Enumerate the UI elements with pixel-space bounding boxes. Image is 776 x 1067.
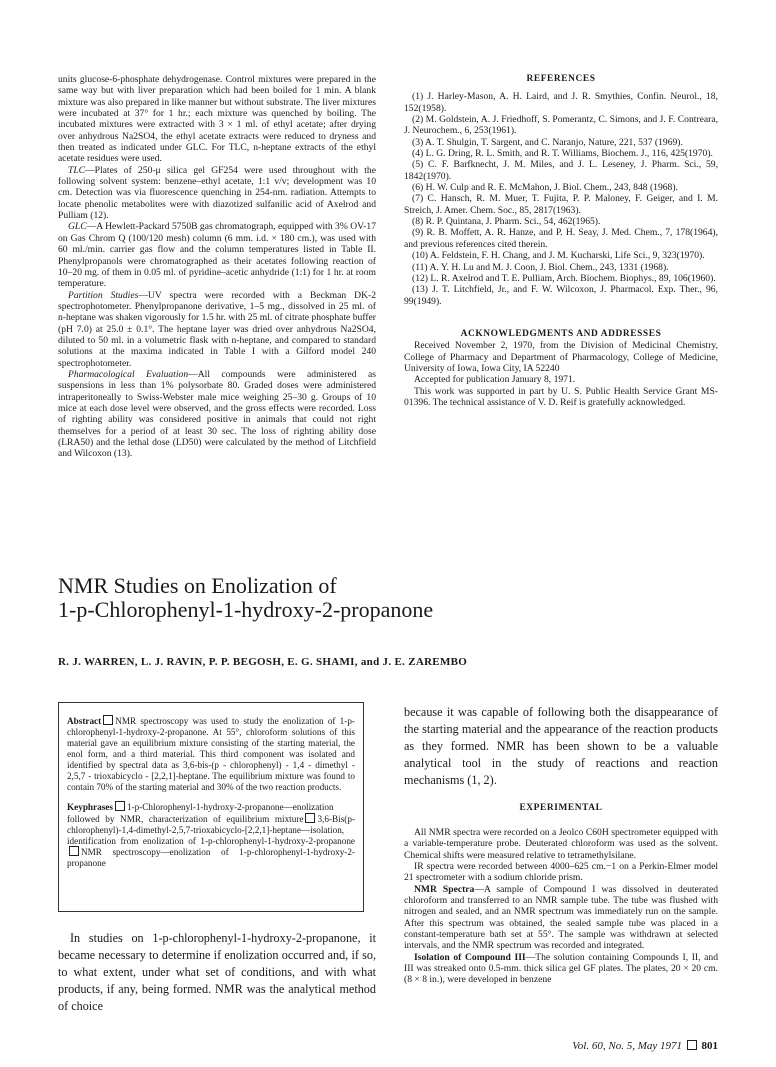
subheading-tlc: TLC (68, 164, 86, 176)
box-icon (687, 1040, 697, 1050)
title-line-1: NMR Studies on Enolization of (58, 573, 337, 598)
subheading-pharmacology: Pharmacological Evaluation (68, 368, 189, 380)
box-icon (69, 846, 79, 856)
keyphrase-1: 1-p-Chlorophenyl-1-hydroxy-2-propanone—enolization followed by NMR, characterization of equilibrium mixture (67, 801, 334, 824)
subheading-nmr: NMR Spectra (414, 883, 475, 895)
support-note: This work was supported in part by U. S. Public Health Service Grant MS-01396. The technical assistance of V. D. Reif is gratefully acknowledged. (404, 385, 718, 408)
box-icon (305, 813, 315, 823)
reference-item: (9) R. B. Moffett, A. R. Hanze, and P. H. Seay, J. Med. Chem., 7, 178(1964), and previous references cited therein. (404, 227, 718, 250)
reference-item: (5) C. F. Barfknecht, J. M. Miles, and J. L. Leseney, J. Pharm. Sci., 59, 1842(1970). (404, 159, 718, 182)
paragraph-isolation (404, 952, 718, 986)
paragraph-partition (58, 290, 376, 369)
subheading-glc: GLC (68, 221, 87, 233)
subheading-partition: Partition Studies (68, 289, 139, 301)
tlc-text: —Plates of 250-μ silica gel GF254 were used throughout with the following solvent system: benzene–ethyl acetate, 1:1 v/v; development was 10 cm. Detection was via fluorescence quenching in 254-nm. radiation. Attempts to locate phenolic metabolites were with diazotized sulfanilic acid of Axelrod and Pulliam (12). (58, 164, 376, 222)
experimental-heading: EXPERIMENTAL (519, 803, 603, 813)
acknowledgments-heading: ACKNOWLEDGMENTS AND ADDRESSES (460, 328, 662, 339)
journal-info: Vol. 60, No. 5, May 1971 (572, 1040, 682, 1052)
reference-item: (10) A. Feldstein, F. H. Chang, and J. M. Kucharski, Life Sci., 9, 323(1970). (412, 250, 705, 262)
paragraph: IR spectra were recorded between 4000–625 cm.−1 on a Perkin-Elmer model 21 spectrometer with a sodium chloride prism. (404, 861, 718, 884)
reference-item: (11) A. Y. H. Lu and M. J. Coon, J. Biol. Chem., 243, 1331 (1968). (412, 261, 669, 273)
abstract-box (58, 702, 364, 912)
paragraph-tlc (58, 165, 376, 222)
subheading-isolation: Isolation of Compound III (414, 951, 526, 963)
glc-text: —A Hewlett-Packard 5750B gas chromatograph, equipped with 3% OV-17 on Gas Chrom Q (100/120 mesh) column (6 mm. i.d. × 180 cm.), was used with 60 ml./min. carrier gas flow and the column temperatures listed in Table II. Phenylpropanols were chromatographed as their acetates following reaction of 10–20 mg. of them in 0.05 ml. of pyridine–acetic anhydride (1:1) for 1 hr. at room temperature. (58, 221, 376, 290)
intro-paragraph: In studies on 1-p-chlorophenyl-1-hydroxy-2-propanone, it became necessary to determine if enolization occurred and, if so, to what extent, under what set of conditions, and with what products, if any, being formed. NMR was the analytical method of choice (58, 931, 376, 1013)
references-list (404, 91, 718, 307)
acknowledgments-section (404, 329, 718, 408)
paragraph-glc (58, 221, 376, 289)
accepted-note: Accepted for publication January 8, 1971. (414, 374, 576, 386)
title-line-2: 1-p-Chlorophenyl-1-hydroxy-2-propanone (58, 597, 434, 622)
received-note: Received November 2, 1970, from the Division of Medicinal Chemistry, College of Pharmacy and Department of Pharmacology, College of Medicine, University of Iowa, Iowa City, IA 52240 (404, 340, 718, 374)
reference-item: (13) J. T. Litchfield, Jr., and F. W. Wilcoxon, J. Pharmacol. Exp. Ther., 96, 99(1949). (404, 284, 718, 307)
isolation-text: —The solution containing Compounds I, II, and III was streaked onto 0.5-mm. thick silica gel GF plates. The plates, 20 × 20 cm. (8 × 8 in.), were developed in benzene (404, 951, 718, 986)
reference-item: (8) R. P. Quintana, J. Pharm. Sci., 54, 462(1965). (412, 216, 601, 228)
right-lower-column (404, 704, 718, 986)
authors: R. J. WARREN, L. J. RAVIN, P. P. BEGOSH, E. G. SHAMI, and J. E. ZAREMBO (58, 656, 468, 668)
abstract (67, 715, 355, 793)
page-number: 801 (701, 1040, 718, 1052)
reference-item: (7) C. Hansch, R. M. Muer, T. Fujita, P. P. Maloney, F. Geiger, and I. M. Streich, J. Amer. Chem. Soc., 85, 2817(1963). (404, 193, 718, 216)
reference-item: (2) M. Goldstein, A. J. Friedhoff, S. Pomerantz, C. Simons, and J. F. Contreara, J. Neurochem., 6, 253(1961). (404, 114, 718, 137)
experimental-text (404, 827, 718, 986)
nmr-text: —A sample of Compound I was dissolved in deuterated chloroform and transferred to an NMR sample tube. The tube was flushed with nitrogen and sealed, and an NMR spectrum was immediately run on the sample. After this spectrum was obtained, the sealed sample tube was placed in a constant-temperature bath set at 55°. The sample was withdrawn at selected intervals, and the NMR spectrum was recorded and integrated. (404, 883, 718, 952)
paragraph-pharmacology (58, 369, 376, 460)
abstract-label: Abstract (67, 716, 102, 726)
partition-text: —UV spectra were recorded with a Beckman DK-2 spectrophotometer. Phenylpropanone derivative, 1–5 mg., dissolved in 25 ml. of n-heptane was shaken vigorously for 1.5 hr. with 25 ml. of citrate phosphate buffer (pH 7.0) at 25.0 ± 0.1°. The heptane layer was dried over anhydrous Na2SO4, diluted to 50 ml. in a volumetric flask with n-heptane, and compared to standard solutions at the maxima indicated in Table I with a Gilford model 240 spectrophotometer. (58, 289, 376, 369)
paragraph: All NMR spectra were recorded on a Jeolco C60H spectrometer equipped with a variable-temperature probe. Deuterated chloroform was used as the solvent. Chemical shifts were measured relative to tetramethylsilane. (404, 827, 718, 861)
article-title (58, 574, 718, 622)
keyphrase-2: 3,6-Bis(p-chlorophenyl)-1,4-dimethyl-2,5,7-trioxabicyclo-[2,2,1]-heptane—isolation, identification from enolization of 1-p-chlorophenyl-1-hydroxy-2-propanone (67, 813, 355, 846)
left-column (58, 74, 376, 460)
paragraph: units glucose-6-phosphate dehydrogenase. Control mixtures were prepared in the same way but with liver preparation which had been boiled for 1 min. A blank mixture was also prepared in like manner but without substrate. The liver mixtures were incubated at 37° for 1 hr.; each mixture was quenched by boiling. The incubated mixtures were extracted with 3 × 1 ml. of ethyl acetate; after drying over anhydrous Na2SO4, the ethyl acetate extracts were reduced to dryness and then treated as indicated under GLC. For TLC, n-heptane extracts of the ethyl acetate residues were used. (58, 74, 376, 165)
references-heading: REFERENCES (526, 74, 596, 84)
reference-item: (12) L. R. Axelrod and T. E. Pulliam, Arch. Biochem. Biophys., 89, 106(1960). (412, 272, 716, 284)
reference-item: (6) H. W. Culp and R. E. McMahon, J. Biol. Chem., 243, 848 (1968). (412, 182, 678, 194)
right-column (404, 74, 718, 408)
reference-item: (3) A. T. Shulgin, T. Sargent, and C. Naranjo, Nature, 221, 537 (1969). (412, 136, 683, 148)
reference-item: (1) J. Harley-Mason, A. H. Laird, and J. R. Smythies, Confin. Neurol., 18, 152(1958). (404, 91, 718, 114)
keyphrase-3: NMR spectroscopy—enolization of 1-p-chlorophenyl-1-hydroxy-2-propanone (67, 847, 355, 869)
page-footer (520, 1040, 718, 1052)
keyphrases-label: Keyphrases (67, 801, 113, 812)
paragraph-nmr (404, 884, 718, 952)
keyphrases (67, 801, 355, 870)
introduction (58, 930, 376, 1015)
box-icon (103, 715, 113, 725)
box-icon (115, 801, 125, 811)
pharmacology-text: —All compounds were administered as suspensions in less than 1% polysorbate 80. Graded doses were administered intraperitoneally to Swiss-Webster male mice weighing 25–30 g. Groups of 10 mice at each dose level were observed, and the gross effects were recorded. Loss of righting ability was considered positive in animals that could not right themselves for a period of at least 30 sec. The loss of righting ability dose (LRA50) and the lethal dose (LD50) were calculated by the method of Litchfield and Wilcoxon (13). (58, 368, 376, 460)
reference-item: (4) L. G. Dring, R. L. Smith, and R. T. Williams, Biochem. J., 116, 425(1970). (412, 148, 713, 160)
abstract-text: NMR spectroscopy was used to study the enolization of 1-p-chlorophenyl-1-hydroxy-2-propanone. At 55°, chloroform solutions of this material gave an equilibrium mixture consisting of the starting material, the enol form, and a third material. This third component was isolated and identified by spectral data as 3,6-bis-(p - chlorophenyl) - 1,4 - dimethyl - 2,5,7 - trioxabicyclo - [2,2,1]-heptane. The equilibrium mixture was found to contain 70% of the starting material and 30% of the two reaction products. (67, 716, 355, 792)
intro-continuation: because it was capable of following both the disappearance of the starting material and the appearance of the reaction products as they formed. NMR has been shown to be a valuable analytical tool in the study of reactions and reaction mechanisms (1, 2). (404, 705, 718, 787)
